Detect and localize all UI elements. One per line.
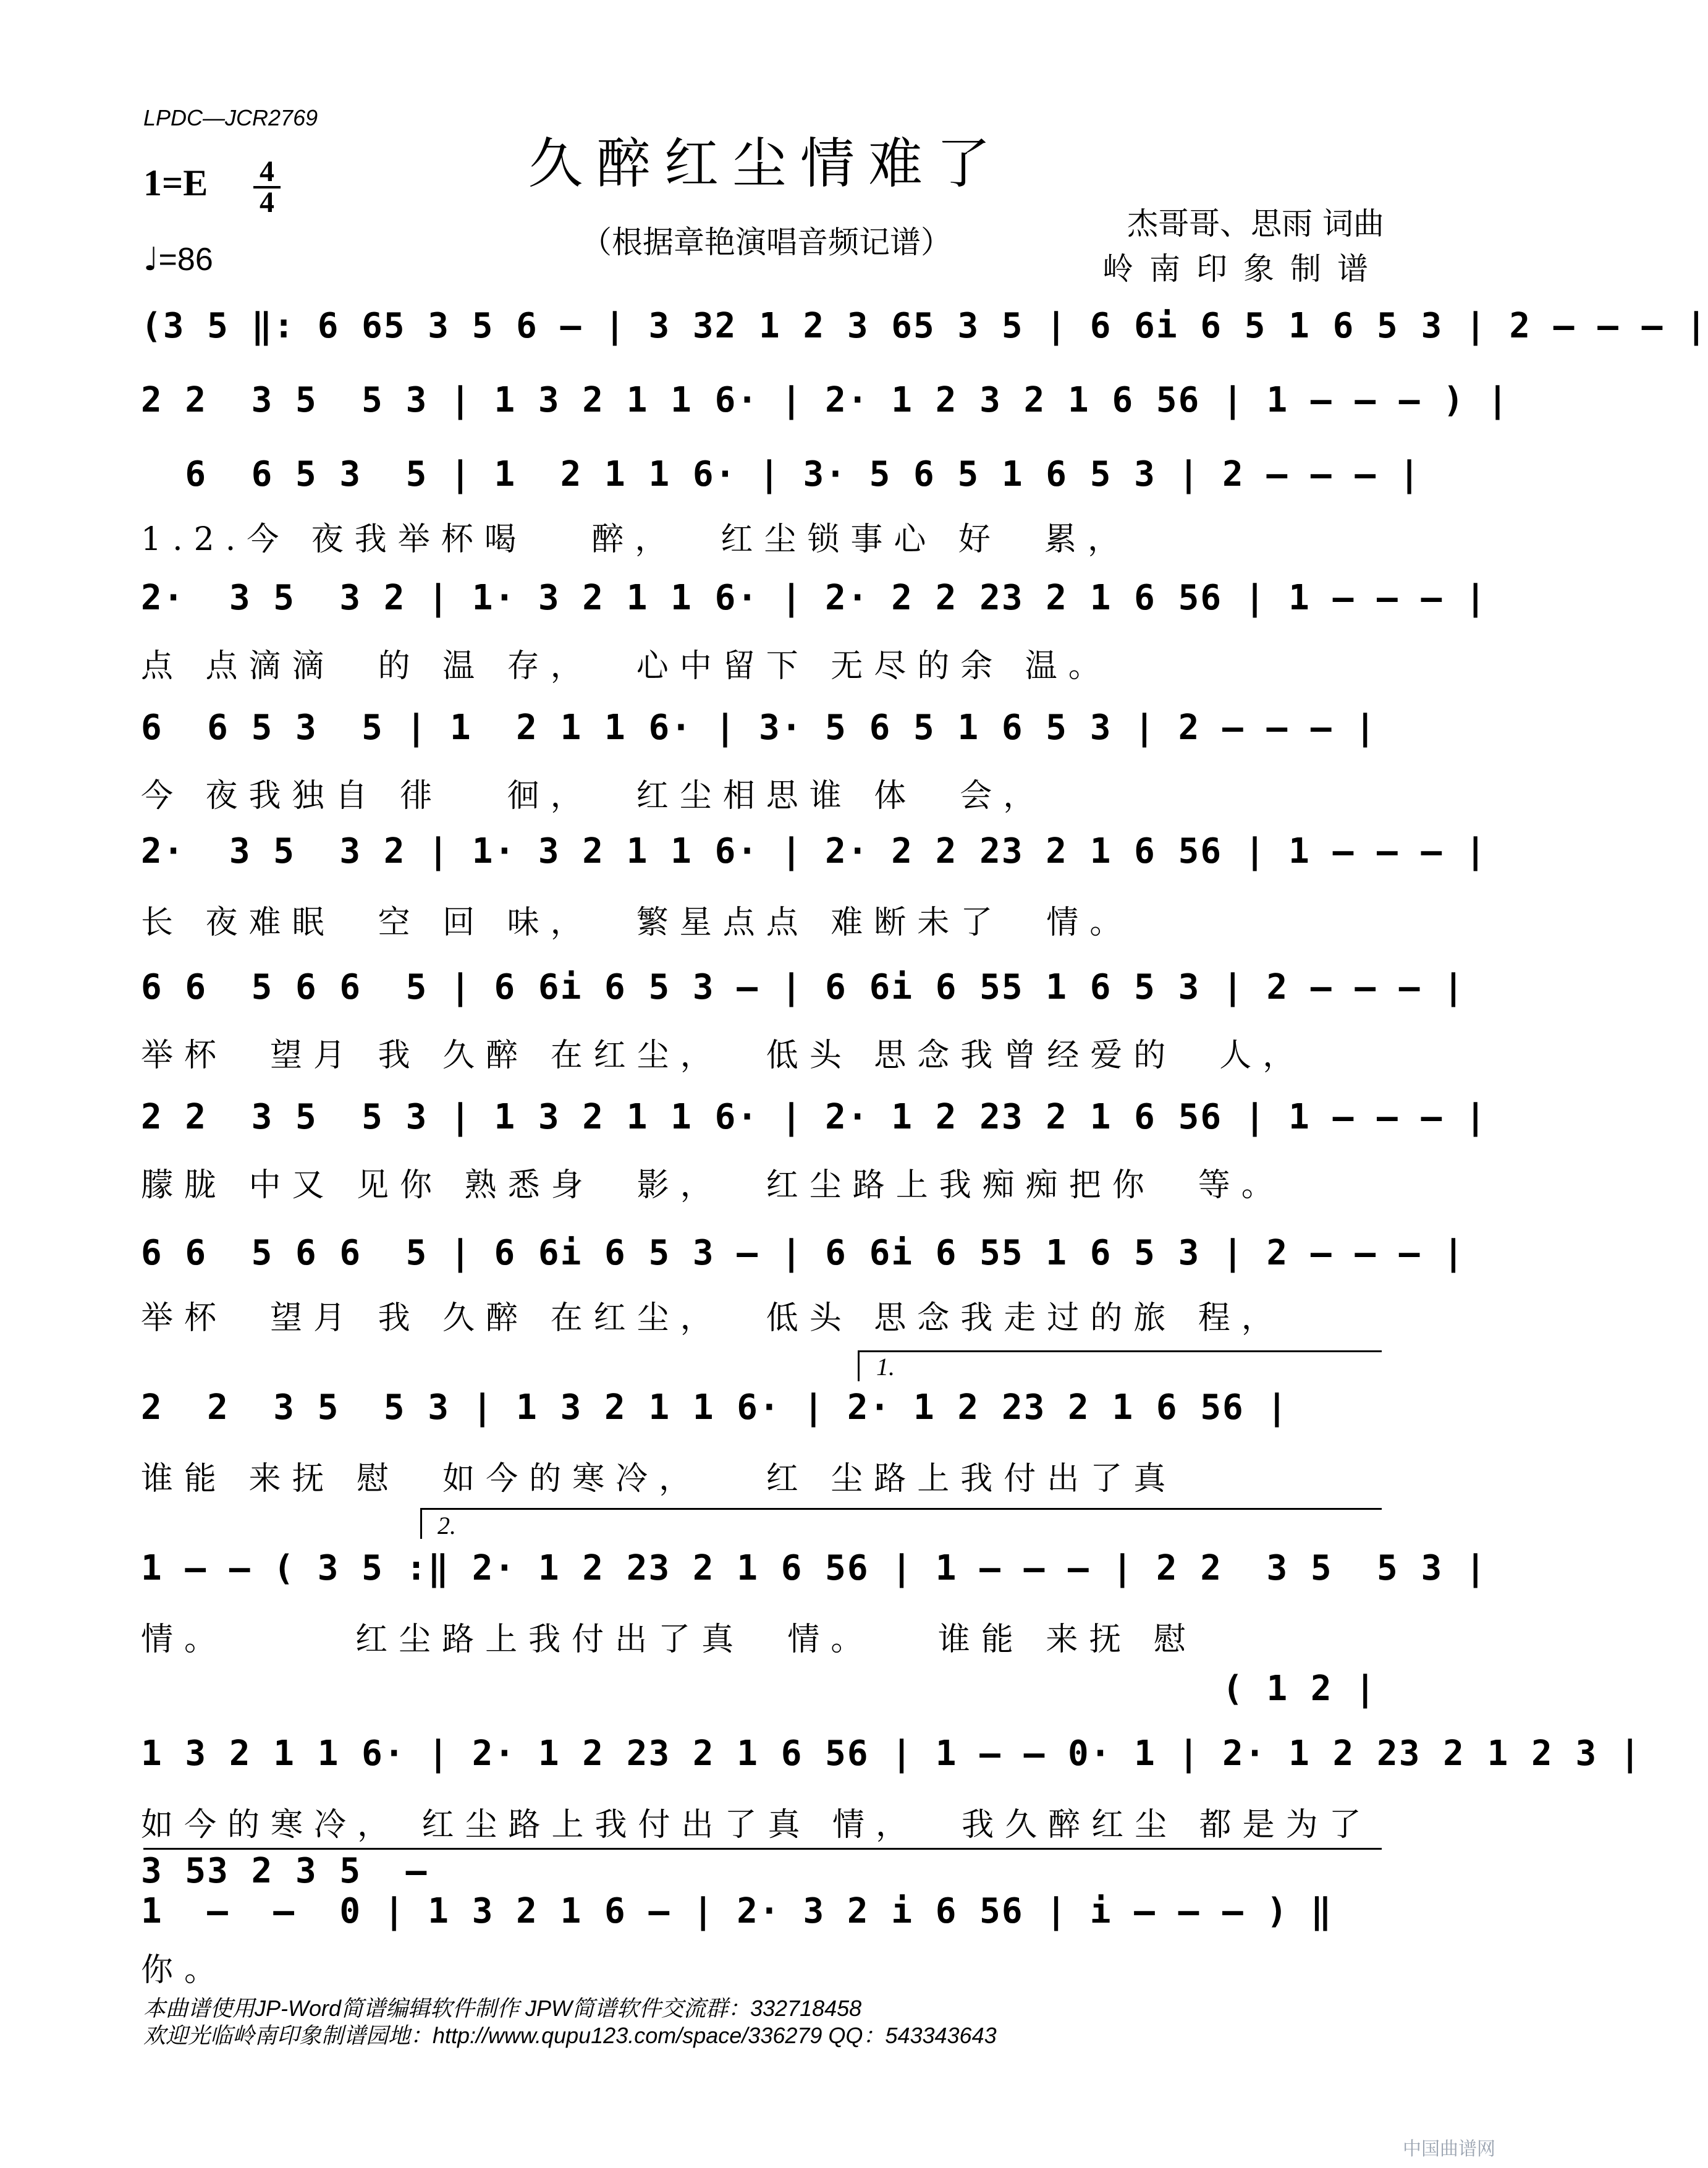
notation-line-13: 1 3 2 1 1 6· | 2· 1 2 23 2 1 6 56 | 1 – – 0· 1 | 2· 1 2 23 2 1 2 3 | (141, 1734, 1642, 1774)
watermark-logo: 中国曲谱网 (1403, 2138, 1495, 2160)
lyrics-line-4: 点 点滴滴 的 温 存， 心中留下 无尽的余 温。 (141, 648, 1112, 685)
notation-line-1: (3 5 ‖: 6 65 3 5 6 – | 3 32 1 2 3 65 3 5 | 6 6i 6 5 1 6 5 3 | 2 – – – | (141, 306, 1708, 346)
volta-bracket-1 (858, 1350, 1382, 1352)
lyrics-line-3: 1.2.今 夜我举杯喝 醉， 红尘锁事心 好 累， (141, 521, 1131, 558)
notation-line-7: 6 6 5 6 6 5 | 6 6i 6 5 3 – | 6 6i 6 55 1 6 5 3 | 2 – – – | (141, 967, 1465, 1007)
notation-line-6: 2· 3 5 3 2 | 1· 3 2 1 1 6· | 2· 2 2 23 2 1 6 56 | 1 – – – | (141, 831, 1487, 871)
key-signature: 1=E (143, 163, 208, 203)
volta-bracket-1-side (858, 1350, 860, 1381)
footer-line-1: 本曲谱使用JP-Word简谱编辑软件制作 JPW简谱软件交流群：332718458 (143, 1996, 862, 2021)
notation-line-8: 2 2 3 5 5 3 | 1 3 2 1 1 6· | 2· 1 2 23 2 1 6 56 | 1 – – – | (141, 1097, 1487, 1137)
notation-line-15: 1 – – 0 | 1 3 2 1 6 – | 2· 3 2 i 6 56 | i – – – ) ‖ (141, 1891, 1333, 1931)
final-bracket (143, 1848, 1382, 1850)
subtitle: （根据章艳演唱音频记谱） (581, 224, 952, 260)
notation-line-12: ( 1 2 | (141, 1669, 1377, 1709)
lyrics-line-9: 举杯 望月 我 久醉 在红尘， 低头 思念我走过的旅 程， (141, 1300, 1285, 1337)
lyrics-line-6: 长 夜难眠 空 回 味， 繁星点点 难断未了 情。 (141, 904, 1133, 941)
lyrics-line-5: 今 夜我独自 徘 徊， 红尘相思谁 体 会， (141, 777, 1047, 815)
lyrics-line-8: 朦胧 中又 见你 熟悉身 影， 红尘路上我痴痴把你 等。 (141, 1167, 1285, 1204)
lyrics-line-10: 谁能 来抚 慰 如今的寒冷， 红 尘路上我付出了真 (141, 1460, 1177, 1497)
quarter-note-icon: ♩ (143, 241, 159, 278)
time-signature-top: 4 (260, 155, 274, 188)
lyrics-line-15: 你。 (141, 1952, 228, 1989)
notation-line-11: 1 – – ( 3 5 :‖ 2· 1 2 23 2 1 6 56 | 1 – – – | 2 2 3 5 5 3 | (141, 1548, 1487, 1588)
footer-line-2: 欢迎光临岭南印象制谱园地：http://www.qupu123.com/space/336279 QQ：543343643 (143, 2023, 997, 2048)
notation-line-14: 3 53 2 3 5 – (141, 1851, 428, 1891)
lyrics-line-11: 情。 红尘路上我付出了真 情。 谁能 来抚 慰 (141, 1621, 1197, 1658)
song-title: 久醉红尘情难了 (528, 132, 1004, 195)
tempo-value: =86 (158, 242, 213, 277)
notation-line-9: 6 6 5 6 6 5 | 6 6i 6 5 3 – | 6 6i 6 55 1 6 5 3 | 2 – – – | (141, 1233, 1465, 1273)
notation-line-4: 2· 3 5 3 2 | 1· 3 2 1 1 6· | 2· 2 2 23 2 1 6 56 | 1 – – – | (141, 578, 1487, 618)
notation-line-2: 2 2 3 5 5 3 | 1 3 2 1 1 6· | 2· 1 2 3 2 1 6 56 | 1 – – – ) | (141, 380, 1510, 420)
lyrics-line-7: 举杯 望月 我 久醉 在红尘， 低头 思念我曾经爱的 人， (141, 1037, 1306, 1074)
time-signature (253, 155, 281, 219)
score-code: LPDC—JCR2769 (143, 105, 318, 130)
notation-line-10: 2 2 3 5 5 3 | 1 3 2 1 1 6· | 2· 1 2 23 2 1 6 56 | (141, 1387, 1289, 1428)
notation-line-5: 6 6 5 3 5 | 1 2 1 1 6· | 3· 5 6 5 1 6 5 3 | 2 – – – | (141, 708, 1377, 748)
time-signature-bottom: 4 (260, 186, 274, 219)
lyrics-line-13: 如今的寒冷， 红尘路上我付出了真 情， 我久醉红尘 都是为了 (141, 1806, 1372, 1844)
volta-bracket-2 (420, 1508, 1382, 1510)
volta-label-2: 2. (438, 1512, 456, 1539)
credit-lyrics-music: 杰哥哥、思雨 词曲 (1127, 206, 1384, 242)
notation-line-3: 6 6 5 3 5 | 1 2 1 1 6· | 3· 5 6 5 1 6 5 3 | 2 – – – | (141, 454, 1421, 494)
credit-notation: 岭南印象制谱 (1102, 251, 1384, 287)
volta-label-1: 1. (876, 1353, 895, 1381)
volta-bracket-2-side (420, 1508, 422, 1539)
